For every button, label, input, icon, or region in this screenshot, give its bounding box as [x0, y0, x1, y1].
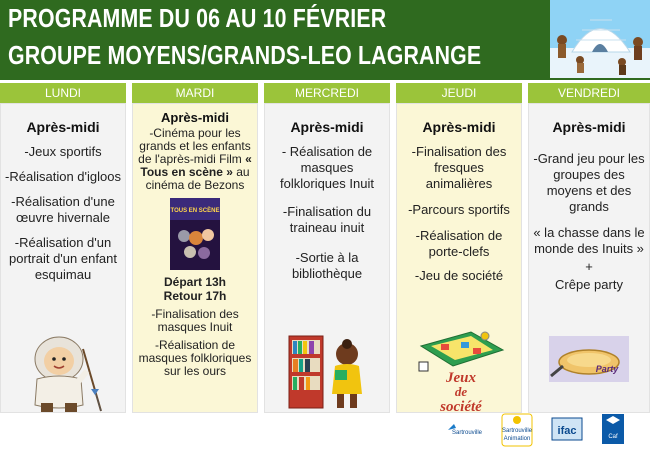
ifac-logo: [552, 418, 582, 440]
column-lundi: [0, 83, 126, 413]
title-banner: [0, 0, 650, 80]
day-content: [264, 103, 390, 413]
activity: -Finalisation des masques Inuit: [151, 307, 239, 334]
column-vendredi: [528, 83, 650, 413]
animation-text-1: Sartrouville: [501, 428, 533, 434]
partner-logos: [440, 410, 650, 450]
activity: -Réalisation d'un portrait d'un enfant esquimau: [9, 235, 117, 282]
title-line-2: GROUPE MOYENS/GRANDS-LEO LAGRANGE: [8, 40, 482, 70]
crepe-party-illustration: [549, 336, 629, 382]
day-content: [0, 103, 126, 413]
activity: Crêpe party: [555, 277, 623, 292]
activity: -Jeux sportifs: [24, 144, 102, 159]
departure-time: Départ 13h: [163, 275, 227, 289]
caf-logo: [602, 414, 624, 444]
jeux-text: Jeux: [446, 370, 476, 386]
day-header: VENDREDI: [528, 83, 650, 103]
plus-sign: +: [585, 259, 593, 274]
day-header: LUNDI: [0, 83, 126, 103]
activity: -Réalisation de masques folkloriques sur les ours: [138, 338, 252, 378]
day-header: MARDI: [132, 83, 258, 103]
activity: -Réalisation d'igloos: [5, 169, 121, 184]
film-poster: [170, 198, 220, 270]
column-mercredi: [264, 83, 390, 413]
igloo-photo: [550, 0, 650, 78]
period-label: Après-midi: [161, 110, 229, 125]
cinema-text: -Cinéma pour les grands et les enfants de l'après-midi Film: [138, 126, 251, 166]
activity: -Finalisation des fresques animalières: [411, 144, 507, 191]
day-content: [396, 103, 522, 413]
activity: -Réalisation d'une œuvre hivernale: [11, 194, 115, 225]
activity: « la chasse dans le monde des Inuits »: [533, 225, 645, 256]
period-label: Après-midi: [422, 119, 496, 135]
activity: -Parcours sportifs: [408, 202, 510, 217]
societe-text: société: [440, 399, 482, 414]
sartrouville-animation-logo: [502, 414, 533, 446]
day-header: JEUDI: [396, 83, 522, 103]
period-label: Après-midi: [290, 119, 364, 135]
ifac-text: ifac: [557, 425, 577, 437]
sartrouville-logo: [448, 424, 483, 436]
film-title: « Tous en scène »: [140, 152, 252, 179]
party-text: Party: [595, 364, 619, 374]
return-time: Retour 17h: [163, 289, 227, 303]
activity: -Réalisation de porte-clefs: [415, 228, 503, 259]
day-content: [528, 103, 650, 413]
title-line-1: PROGRAMME DU 06 AU 10 FÉVRIER: [8, 3, 387, 33]
activity: -Finalisation du traineau inuit: [282, 204, 372, 235]
eskimo-child-illustration: [21, 329, 111, 414]
cinema-venue: au cinéma de Bezons: [145, 165, 250, 192]
activity: -Grand jeu pour les groupes des moyens et des grands: [533, 151, 645, 214]
sartrouville-text: Sartrouville: [452, 430, 483, 436]
library-illustration: [287, 332, 372, 412]
caf-text: Caf: [608, 434, 618, 440]
board-games-illustration: [411, 316, 511, 414]
animation-text-2: Animation: [503, 436, 531, 442]
cinema-intro: [137, 127, 253, 192]
day-header: MERCREDI: [264, 83, 390, 103]
period-label: Après-midi: [552, 119, 626, 135]
period-label: Après-midi: [26, 119, 100, 135]
column-mardi: [132, 83, 258, 413]
column-jeudi: [396, 83, 522, 413]
activity: - Réalisation de masques folkloriques Inuit: [280, 144, 374, 191]
day-content: [132, 103, 258, 413]
de-text: de: [454, 384, 468, 399]
activity: -Sortie à la bibliothèque: [291, 250, 363, 281]
poster-title: TOUS EN SCÈNE: [170, 208, 220, 214]
activity: -Jeu de société: [414, 268, 504, 283]
